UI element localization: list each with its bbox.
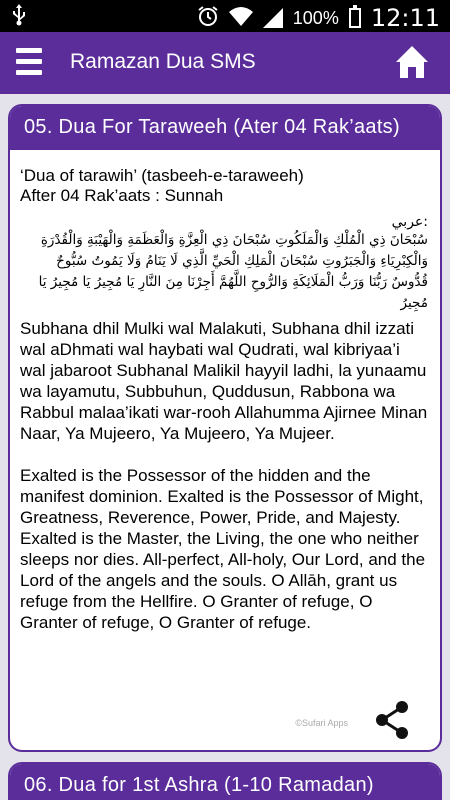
dua-timing: After 04 Rak’aats : Sunnah — [20, 186, 224, 205]
clock-time: 12:11 — [370, 4, 440, 32]
next-card-title: 06. Dua for 1st Ashra (1-10 Ramadan) — [10, 764, 440, 800]
arabic-label: عربي: — [391, 214, 428, 230]
arabic-text: سُبْحَانَ ذِي الْمُلْكِ وَالْمَلَكُوتِ سُبْحَانَ ذِي الْعِزَّةِ وَالْعَظَمَةِ وَالْهَيْبَةِ وَالْقُدْرَةِ وَالْكِبْرِيَاءِ وَالْجَبَرُوتِ سُبْحَانَ الْمَلِكِ الْحَيِّ الَّذِي لَا يَنَامُ وَلَا يَمُوتُ سُبُّوحٌ قُدُّوسٌ رَبُّنَا وَرَبُّ الْمَلَائِكَةِ وَالرُّوحِ اللَّهُمَّ أَجِرْنَا مِنَ النَّارِ يَا مُجِيرُ يَا مُجِيرُ يَا مُجِيرُ — [38, 232, 428, 311]
next-dua-card[interactable] — [8, 762, 442, 800]
battery-icon — [349, 8, 361, 28]
share-icon[interactable] — [374, 700, 410, 740]
credit-text: ©Sufari Apps — [295, 718, 348, 728]
usb-icon — [12, 4, 26, 32]
transliteration-text: Subhana dhil Mulki wal Malakuti, Subhana dhil izzati wal aDhmati wal haybati wal Qudrati, wal kibriyaa’i wal jabaroot Subhanal Malikil hayyil ladhi, la yunaamu wa layamutu, Subbuhun, Quddusun, Rabbona wa Rabbul malaa’ikati war-rooh Allahumma Ajirnee Minan Naar, Ya Mujeero, Ya Mujeero, Ya Mujeer. — [20, 319, 428, 443]
home-icon[interactable] — [394, 44, 430, 80]
dua-subtitle: ‘Dua of tarawih’ (tasbeeh-e-taraweeh) — [20, 166, 304, 185]
menu-icon[interactable] — [16, 48, 42, 76]
alarm-icon — [197, 5, 219, 32]
signal-icon — [263, 8, 283, 28]
app-title: Ramazan Dua SMS — [70, 50, 256, 73]
status-bar — [0, 0, 450, 32]
battery-percent: 100% — [292, 7, 339, 28]
dua-card — [8, 104, 442, 752]
english-translation: Exalted is the Possessor of the hidden and the manifest dominion. Exalted is the Possessor of Might, Greatness, Reverence, Power, Pride, and Majesty. Exalted is the Master, the Living, the one who neither sleeps nor dies. All-perfect, All-holy, Our Lord, and the Lord of the angels and the souls. O Allāh, grant us refuge from the Hellfire. O Granter of refuge, O Granter of refuge, O Granter of refuge. — [20, 466, 426, 632]
app-bar — [0, 32, 450, 94]
wifi-icon — [229, 6, 253, 31]
card-title: 05. Dua For Taraweeh (Ater 04 Rak’aats) — [10, 106, 440, 150]
